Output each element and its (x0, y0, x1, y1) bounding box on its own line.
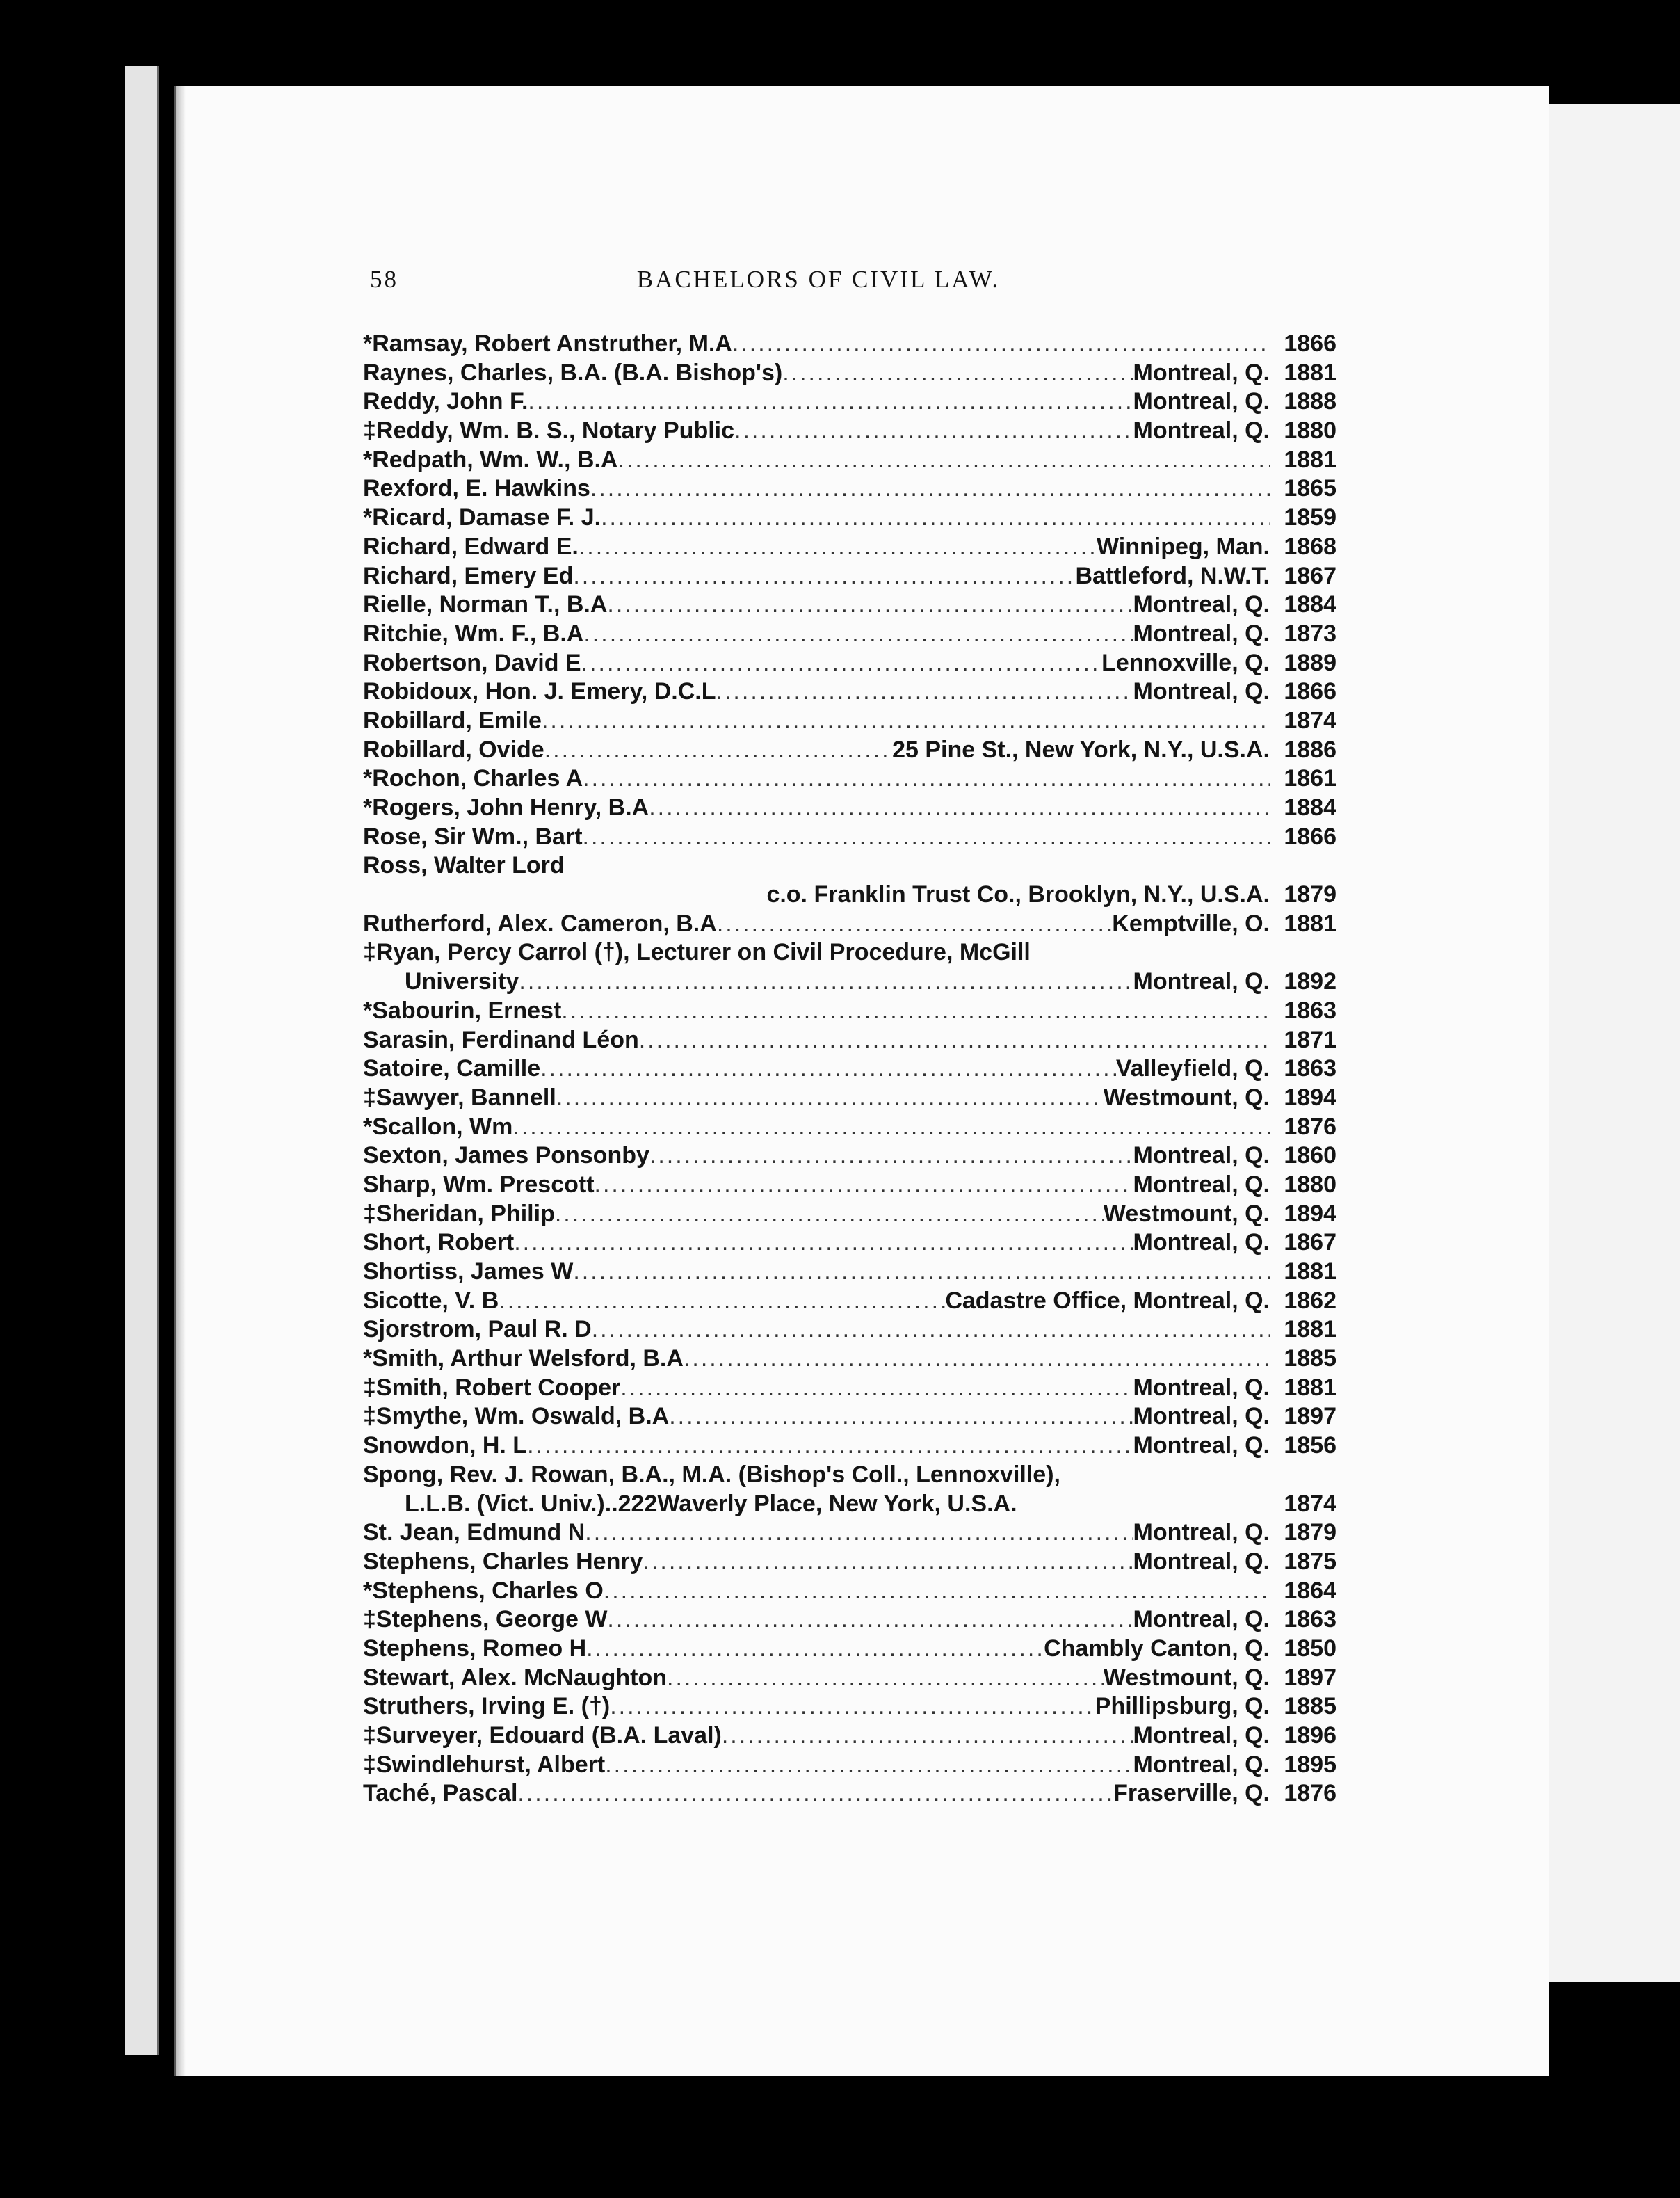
list-item (363, 968, 1336, 997)
dot-leader (581, 649, 1102, 678)
dot-leader (717, 910, 1112, 939)
dot-leader (583, 823, 1270, 852)
graduate-name: Satoire, Camille (363, 1055, 541, 1082)
list-item (363, 359, 1336, 388)
dot-leader (514, 1228, 1133, 1258)
graduation-year: 1884 (1284, 591, 1336, 618)
graduation-year: 1879 (1284, 1519, 1336, 1546)
dot-leader (782, 359, 1133, 388)
gutter-shadow (176, 86, 186, 2076)
graduate-name: Richard, Edward E. (363, 533, 579, 560)
list-item (363, 1692, 1336, 1722)
graduate-location: Battleford, N.W.T. (1075, 562, 1270, 589)
list-item (363, 1490, 1336, 1519)
dot-leader (620, 1374, 1133, 1403)
list-item (363, 1431, 1336, 1461)
dot-leader (595, 1171, 1133, 1200)
graduation-year: 1867 (1284, 562, 1336, 589)
list-item (363, 1461, 1336, 1490)
graduate-location: Montreal, Q. (1133, 1142, 1270, 1169)
graduate-list (363, 330, 1336, 1808)
dot-leader (601, 504, 1270, 533)
list-item (363, 764, 1336, 794)
graduation-year: 1881 (1284, 1258, 1336, 1285)
graduate-name: Robillard, Emile (363, 707, 542, 734)
graduation-year: 1863 (1284, 1055, 1336, 1082)
graduate-name: ‡Reddy, Wm. B. S., Notary Public (363, 417, 735, 444)
graduate-location: Montreal, Q. (1133, 1229, 1270, 1256)
page-header (370, 266, 1267, 294)
graduate-name: ‡Ryan, Percy Carrol (†), Lecturer on Civil Procedure, McGill (363, 939, 1031, 966)
graduate-location: Cadastre Office, Montreal, Q. (945, 1287, 1270, 1314)
graduate-location: Montreal, Q. (1133, 1606, 1270, 1633)
list-item (363, 1664, 1336, 1693)
dot-leader (639, 1026, 1270, 1055)
graduate-location: Montreal, Q. (1133, 678, 1270, 705)
dot-leader (583, 620, 1133, 649)
list-item (363, 562, 1336, 591)
graduation-year: 1876 (1284, 1780, 1336, 1807)
list-item (363, 1287, 1336, 1316)
graduate-name: Stephens, Charles Henry (363, 1548, 643, 1575)
list-item (363, 910, 1336, 939)
dot-leader (604, 1577, 1270, 1606)
list-item (363, 677, 1336, 707)
dot-leader (607, 591, 1133, 620)
graduate-name: Rutherford, Alex. Cameron, B.A (363, 910, 717, 937)
graduate-name: St. Jean, Edmund N (363, 1519, 585, 1546)
list-item (363, 997, 1336, 1026)
graduation-year: 1897 (1284, 1664, 1336, 1691)
graduation-year: 1866 (1284, 823, 1336, 850)
dot-leader (649, 794, 1270, 823)
list-item (363, 1258, 1336, 1287)
dot-leader (590, 474, 1270, 504)
dot-leader (528, 387, 1133, 417)
graduation-year: 1861 (1284, 765, 1336, 792)
graduate-location: Westmount, Q. (1103, 1664, 1270, 1691)
running-title: BACHELORS OF CIVIL LAW. (636, 266, 1001, 293)
dot-leader (517, 1779, 1113, 1808)
graduate-name: Stephens, Romeo H (363, 1635, 587, 1662)
dot-leader (592, 1315, 1270, 1345)
list-item (363, 851, 1336, 881)
dot-leader (610, 1692, 1095, 1722)
graduation-year: 1881 (1284, 1316, 1336, 1343)
graduate-location: Lennoxville, Q. (1101, 649, 1270, 676)
graduation-year: 1896 (1284, 1722, 1336, 1749)
graduate-location: Montreal, Q. (1133, 968, 1270, 995)
graduation-year: 1856 (1284, 1432, 1336, 1459)
dot-leader (519, 968, 1133, 997)
dot-leader (722, 1722, 1133, 1751)
list-item (363, 823, 1336, 852)
dot-leader (544, 736, 892, 765)
graduate-location: Montreal, Q. (1133, 1751, 1270, 1778)
graduation-year: 1873 (1284, 620, 1336, 647)
list-item (363, 474, 1336, 504)
graduate-location: Montreal, Q. (1133, 591, 1270, 618)
graduation-year: 1865 (1284, 475, 1336, 502)
graduate-location: Winnipeg, Man. (1096, 533, 1270, 560)
graduate-name: Rielle, Norman T., B.A (363, 591, 608, 618)
graduate-location: Montreal, Q. (1133, 1403, 1270, 1430)
dot-leader (556, 1084, 1104, 1113)
graduate-name: *Sabourin, Ernest (363, 997, 562, 1024)
list-item (363, 649, 1336, 678)
graduation-year: 1863 (1284, 997, 1336, 1024)
list-item (363, 1026, 1336, 1055)
graduation-year: 1892 (1284, 968, 1336, 995)
graduation-year: 1881 (1284, 910, 1336, 937)
graduate-name: Ritchie, Wm. F., B.A (363, 620, 584, 647)
list-item (363, 1722, 1336, 1751)
list-item (363, 533, 1336, 562)
graduate-location: Fraserville, Q. (1113, 1780, 1270, 1807)
graduate-name: Sicotte, V. B (363, 1287, 499, 1314)
graduate-name: Rose, Sir Wm., Bart (363, 823, 583, 850)
book-page-edges (125, 66, 157, 2055)
graduate-name: Robidoux, Hon. J. Emery, D.C.L (363, 678, 716, 705)
dot-leader (732, 330, 1270, 359)
list-item (363, 1635, 1336, 1664)
graduate-name: ‡Stephens, George W (363, 1606, 608, 1633)
graduation-year: 1867 (1284, 1229, 1336, 1256)
graduate-name: Snowdon, H. L (363, 1432, 528, 1459)
list-item (363, 1577, 1336, 1606)
list-item (363, 504, 1336, 533)
graduation-year: 1885 (1284, 1693, 1336, 1720)
dot-leader (583, 764, 1270, 794)
graduate-location: Valleyfield, Q. (1115, 1055, 1270, 1082)
graduate-location: Montreal, Q. (1133, 1722, 1270, 1749)
dot-leader (499, 1287, 945, 1316)
dot-leader (617, 446, 1270, 475)
graduation-year: 1886 (1284, 736, 1336, 763)
graduate-name: ‡Swindlehurst, Albert (363, 1751, 606, 1778)
graduate-name: Ross, Walter Lord (363, 852, 565, 879)
graduate-name: Spong, Rev. J. Rowan, B.A., M.A. (Bishop's Coll., Lennoxville), (363, 1461, 1060, 1488)
graduate-name: University (405, 968, 519, 995)
graduate-location: Montreal, Q. (1133, 417, 1270, 444)
list-item (363, 591, 1336, 620)
list-item (363, 1751, 1336, 1780)
list-item (363, 1345, 1336, 1374)
graduate-name: Sarasin, Ferdinand Léon (363, 1026, 639, 1053)
graduation-year: 1850 (1284, 1635, 1336, 1662)
list-item (363, 1518, 1336, 1548)
dot-leader (573, 562, 1075, 591)
dot-leader (734, 417, 1133, 446)
graduate-name: *Ramsay, Robert Anstruther, M.A (363, 330, 732, 357)
list-item (363, 1228, 1336, 1258)
list-item (363, 330, 1336, 359)
dot-leader (555, 1200, 1104, 1229)
graduate-name: *Redpath, Wm. W., B.A (363, 446, 618, 473)
dot-leader (512, 1113, 1270, 1142)
graduate-name: Rexford, E. Hawkins (363, 475, 590, 502)
dot-leader (669, 1402, 1133, 1431)
graduation-year: 1863 (1284, 1606, 1336, 1633)
graduation-year: 1862 (1284, 1287, 1336, 1314)
list-item (363, 1054, 1336, 1084)
list-item (363, 620, 1336, 649)
list-item (363, 446, 1336, 475)
graduation-year: 1859 (1284, 504, 1336, 531)
graduate-location: Phillipsburg, Q. (1095, 1693, 1270, 1720)
page-number: 58 (370, 266, 398, 293)
dot-leader (542, 707, 1270, 736)
dot-leader (579, 533, 1097, 562)
graduate-name: Stewart, Alex. McNaughton (363, 1664, 668, 1691)
dot-leader (607, 1605, 1133, 1635)
graduation-year: 1881 (1284, 1374, 1336, 1401)
dot-leader (605, 1751, 1133, 1780)
graduate-name: ‡Smith, Robert Cooper (363, 1374, 621, 1401)
graduation-year: 1880 (1284, 1171, 1336, 1198)
list-item (363, 938, 1336, 968)
list-item (363, 387, 1336, 417)
graduate-name: ‡Sawyer, Bannell (363, 1084, 556, 1111)
dot-leader (561, 997, 1270, 1026)
graduate-name: Sexton, James Ponsonby (363, 1142, 649, 1169)
list-item (363, 1315, 1336, 1345)
graduation-year: 1897 (1284, 1403, 1336, 1430)
graduation-year: 1866 (1284, 678, 1336, 705)
list-item (363, 794, 1336, 823)
dot-leader (527, 1431, 1133, 1461)
dot-leader (643, 1548, 1133, 1577)
graduate-location: Montreal, Q. (1133, 1548, 1270, 1575)
graduation-year: 1881 (1284, 446, 1336, 473)
graduation-year: 1888 (1284, 388, 1336, 415)
graduate-name: Robillard, Ovide (363, 736, 544, 763)
graduate-location: Montreal, Q. (1133, 359, 1270, 386)
graduation-year: 1864 (1284, 1577, 1336, 1604)
list-item (363, 1113, 1336, 1142)
graduation-year: 1894 (1284, 1200, 1336, 1227)
graduation-year: 1860 (1284, 1142, 1336, 1169)
list-item (363, 707, 1336, 736)
graduate-name: Taché, Pascal (363, 1780, 518, 1807)
graduation-year: 1874 (1284, 707, 1336, 734)
graduate-name: Sharp, Wm. Prescott (363, 1171, 595, 1198)
graduation-year: 1879 (1284, 881, 1336, 908)
graduate-name: *Smith, Arthur Welsford, B.A (363, 1345, 684, 1372)
list-item (363, 736, 1336, 765)
dot-leader (573, 1258, 1270, 1287)
graduate-name: Short, Robert (363, 1229, 515, 1256)
graduate-name: *Rogers, John Henry, B.A (363, 794, 649, 821)
graduate-name: L.L.B. (Vict. Univ.)..222Waverly Place, New York, U.S.A. (405, 1490, 1017, 1517)
graduate-location: Montreal, Q. (1133, 1171, 1270, 1198)
graduation-year: 1876 (1284, 1113, 1336, 1140)
graduation-year: 1894 (1284, 1084, 1336, 1111)
list-item (363, 1171, 1336, 1200)
facing-page-edge (1540, 104, 1680, 1982)
dot-leader (585, 1518, 1133, 1548)
graduate-name: Reddy, John F. (363, 388, 528, 415)
graduate-name: Shortiss, James W (363, 1258, 574, 1285)
graduate-location: Westmount, Q. (1103, 1200, 1270, 1227)
dot-leader (667, 1664, 1104, 1693)
list-item (363, 1084, 1336, 1113)
graduation-year: 1885 (1284, 1345, 1336, 1372)
list-item (363, 1374, 1336, 1403)
list-item (363, 1141, 1336, 1171)
list-item (363, 1548, 1336, 1577)
dot-leader (649, 1141, 1133, 1171)
graduate-name: *Scallon, Wm (363, 1113, 513, 1140)
graduate-location: Montreal, Q. (1133, 1432, 1270, 1459)
graduate-location: Kemptville, O. (1112, 910, 1270, 937)
graduate-name: ‡Sheridan, Philip (363, 1200, 555, 1227)
graduation-year: 1881 (1284, 359, 1336, 386)
graduate-name: Raynes, Charles, B.A. (B.A. Bishop's) (363, 359, 783, 386)
graduate-name: ‡Smythe, Wm. Oswald, B.A (363, 1403, 670, 1430)
graduate-name: Richard, Emery Ed (363, 562, 574, 589)
graduate-location: 25 Pine St., New York, N.Y., U.S.A. (892, 736, 1270, 763)
dot-leader (540, 1054, 1116, 1084)
graduate-name: *Stephens, Charles O (363, 1577, 604, 1604)
graduate-location: Montreal, Q. (1133, 388, 1270, 415)
graduate-name: Struthers, Irving E. (†) (363, 1693, 611, 1720)
graduation-year: 1866 (1284, 330, 1336, 357)
list-item (363, 881, 1336, 910)
graduation-year: 1871 (1284, 1026, 1336, 1053)
dot-leader (716, 677, 1133, 707)
dot-leader (586, 1635, 1044, 1664)
graduate-location: Montreal, Q. (1133, 620, 1270, 647)
graduate-location: Montreal, Q. (1133, 1519, 1270, 1546)
list-item (363, 1779, 1336, 1808)
graduation-year: 1868 (1284, 533, 1336, 560)
graduate-location: c.o. Franklin Trust Co., Brooklyn, N.Y., U.S.A. (766, 881, 1270, 908)
graduate-location: Westmount, Q. (1103, 1084, 1270, 1111)
list-item (363, 417, 1336, 446)
graduate-name: *Ricard, Damase F. J. (363, 504, 601, 531)
list-item (363, 1200, 1336, 1229)
graduate-name: Sjorstrom, Paul R. D (363, 1316, 592, 1343)
graduate-name: *Rochon, Charles A (363, 765, 583, 792)
list-item (363, 1605, 1336, 1635)
graduation-year: 1889 (1284, 649, 1336, 676)
list-item (363, 1402, 1336, 1431)
graduate-location: Montreal, Q. (1133, 1374, 1270, 1401)
graduation-year: 1895 (1284, 1751, 1336, 1778)
graduate-name: Robertson, David E (363, 649, 581, 676)
graduate-location: Chambly Canton, Q. (1044, 1635, 1270, 1662)
graduation-year: 1880 (1284, 417, 1336, 444)
graduation-year: 1875 (1284, 1548, 1336, 1575)
graduation-year: 1884 (1284, 794, 1336, 821)
dot-leader (684, 1345, 1270, 1374)
graduation-year: 1874 (1284, 1490, 1336, 1517)
graduate-name: ‡Surveyer, Edouard (B.A. Laval) (363, 1722, 722, 1749)
